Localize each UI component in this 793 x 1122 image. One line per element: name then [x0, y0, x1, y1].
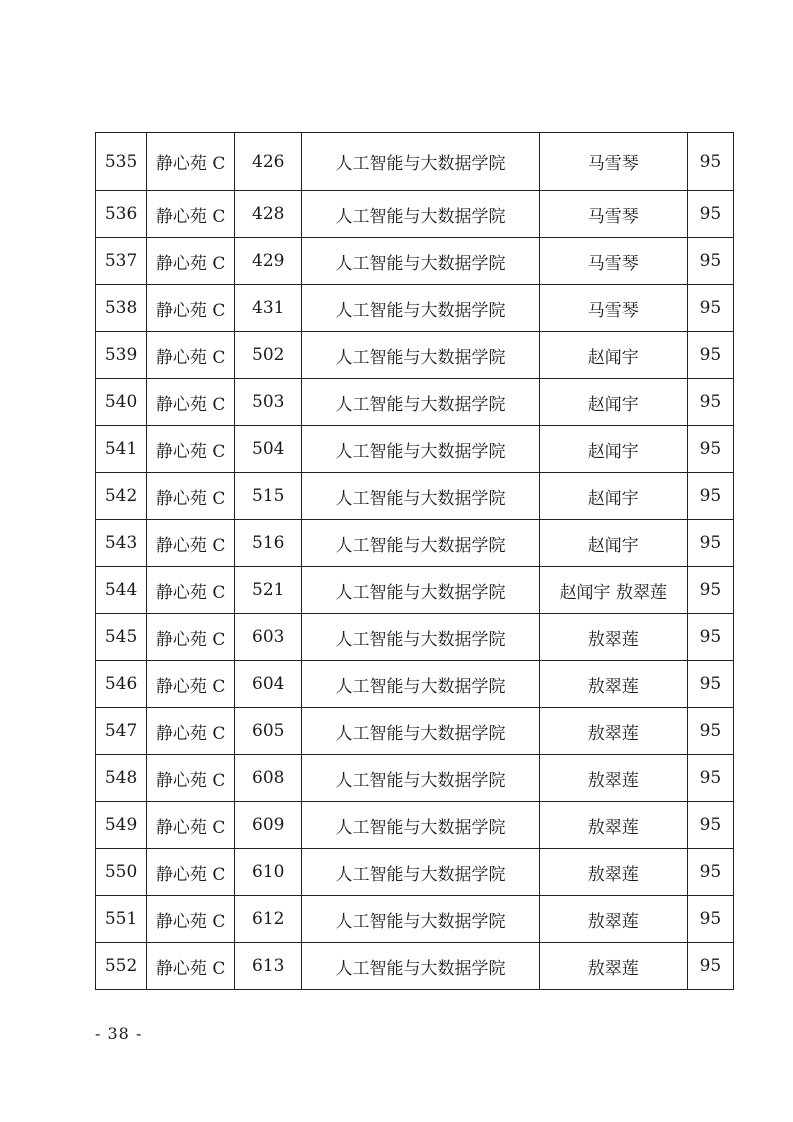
building-cell: 静心苑 C [147, 896, 235, 943]
score-cell: 95 [687, 133, 733, 191]
counselor-cell: 赵闻宇 [539, 520, 687, 567]
table-row [96, 661, 734, 708]
counselor-cell: 敖翠莲 [539, 708, 687, 755]
building-cell: 静心苑 C [147, 191, 235, 238]
room-cell: 515 [235, 473, 302, 520]
score-cell: 95 [687, 285, 733, 332]
college-cell: 人工智能与大数据学院 [302, 191, 539, 238]
college-cell: 人工智能与大数据学院 [302, 708, 539, 755]
row-number-cell: 538 [96, 285, 147, 332]
row-number-cell: 549 [96, 802, 147, 849]
room-cell: 504 [235, 426, 302, 473]
college-cell: 人工智能与大数据学院 [302, 238, 539, 285]
score-cell: 95 [687, 802, 733, 849]
table-row [96, 426, 734, 473]
table-row [96, 379, 734, 426]
score-cell: 95 [687, 379, 733, 426]
room-cell: 603 [235, 614, 302, 661]
building-cell: 静心苑 C [147, 661, 235, 708]
counselor-cell: 马雪琴 [539, 238, 687, 285]
room-cell: 609 [235, 802, 302, 849]
row-number-cell: 536 [96, 191, 147, 238]
room-cell: 516 [235, 520, 302, 567]
row-number-cell: 546 [96, 661, 147, 708]
building-cell: 静心苑 C [147, 520, 235, 567]
row-number-cell: 537 [96, 238, 147, 285]
college-cell: 人工智能与大数据学院 [302, 133, 539, 191]
table-row [96, 802, 734, 849]
building-cell: 静心苑 C [147, 708, 235, 755]
score-cell: 95 [687, 614, 733, 661]
room-cell: 605 [235, 708, 302, 755]
college-cell: 人工智能与大数据学院 [302, 614, 539, 661]
score-cell: 95 [687, 708, 733, 755]
score-cell: 95 [687, 943, 733, 990]
college-cell: 人工智能与大数据学院 [302, 473, 539, 520]
room-cell: 431 [235, 285, 302, 332]
room-cell: 429 [235, 238, 302, 285]
table-row [96, 285, 734, 332]
table-row [96, 133, 734, 191]
building-cell: 静心苑 C [147, 943, 235, 990]
college-cell: 人工智能与大数据学院 [302, 755, 539, 802]
row-number-cell: 545 [96, 614, 147, 661]
college-cell: 人工智能与大数据学院 [302, 567, 539, 614]
building-cell: 静心苑 C [147, 802, 235, 849]
room-cell: 428 [235, 191, 302, 238]
building-cell: 静心苑 C [147, 614, 235, 661]
counselor-cell: 赵闻宇 [539, 473, 687, 520]
score-cell: 95 [687, 426, 733, 473]
counselor-cell: 赵闻宇 敖翠莲 [539, 567, 687, 614]
counselor-cell: 敖翠莲 [539, 755, 687, 802]
room-cell: 426 [235, 133, 302, 191]
counselor-cell: 赵闻宇 [539, 379, 687, 426]
counselor-cell: 敖翠莲 [539, 849, 687, 896]
building-cell: 静心苑 C [147, 567, 235, 614]
page-number: - 38 - [95, 1024, 143, 1043]
room-cell: 521 [235, 567, 302, 614]
room-cell: 503 [235, 379, 302, 426]
counselor-cell: 赵闻宇 [539, 426, 687, 473]
row-number-cell: 540 [96, 379, 147, 426]
row-number-cell: 544 [96, 567, 147, 614]
building-cell: 静心苑 C [147, 238, 235, 285]
score-cell: 95 [687, 520, 733, 567]
table-row [96, 896, 734, 943]
row-number-cell: 547 [96, 708, 147, 755]
table-row [96, 849, 734, 896]
building-cell: 静心苑 C [147, 755, 235, 802]
counselor-cell: 马雪琴 [539, 285, 687, 332]
dormitory-score-table [95, 132, 734, 990]
building-cell: 静心苑 C [147, 379, 235, 426]
table-row [96, 191, 734, 238]
room-cell: 608 [235, 755, 302, 802]
counselor-cell: 敖翠莲 [539, 943, 687, 990]
score-cell: 95 [687, 238, 733, 285]
score-cell: 95 [687, 755, 733, 802]
building-cell: 静心苑 C [147, 285, 235, 332]
college-cell: 人工智能与大数据学院 [302, 379, 539, 426]
college-cell: 人工智能与大数据学院 [302, 285, 539, 332]
college-cell: 人工智能与大数据学院 [302, 802, 539, 849]
score-cell: 95 [687, 661, 733, 708]
row-number-cell: 542 [96, 473, 147, 520]
score-cell: 95 [687, 567, 733, 614]
counselor-cell: 马雪琴 [539, 191, 687, 238]
counselor-cell: 敖翠莲 [539, 802, 687, 849]
college-cell: 人工智能与大数据学院 [302, 943, 539, 990]
table-row [96, 614, 734, 661]
row-number-cell: 535 [96, 133, 147, 191]
table-row [96, 755, 734, 802]
table-row [96, 520, 734, 567]
room-cell: 502 [235, 332, 302, 379]
table-row [96, 473, 734, 520]
room-cell: 604 [235, 661, 302, 708]
table-row [96, 238, 734, 285]
counselor-cell: 马雪琴 [539, 133, 687, 191]
table-body [96, 133, 734, 990]
score-cell: 95 [687, 191, 733, 238]
building-cell: 静心苑 C [147, 473, 235, 520]
college-cell: 人工智能与大数据学院 [302, 849, 539, 896]
table-row [96, 332, 734, 379]
counselor-cell: 敖翠莲 [539, 614, 687, 661]
row-number-cell: 550 [96, 849, 147, 896]
table-row [96, 567, 734, 614]
row-number-cell: 543 [96, 520, 147, 567]
score-cell: 95 [687, 896, 733, 943]
college-cell: 人工智能与大数据学院 [302, 332, 539, 379]
counselor-cell: 敖翠莲 [539, 896, 687, 943]
college-cell: 人工智能与大数据学院 [302, 426, 539, 473]
room-cell: 610 [235, 849, 302, 896]
room-cell: 612 [235, 896, 302, 943]
score-cell: 95 [687, 849, 733, 896]
building-cell: 静心苑 C [147, 133, 235, 191]
college-cell: 人工智能与大数据学院 [302, 896, 539, 943]
building-cell: 静心苑 C [147, 849, 235, 896]
room-cell: 613 [235, 943, 302, 990]
building-cell: 静心苑 C [147, 426, 235, 473]
row-number-cell: 548 [96, 755, 147, 802]
score-cell: 95 [687, 332, 733, 379]
building-cell: 静心苑 C [147, 332, 235, 379]
counselor-cell: 赵闻宇 [539, 332, 687, 379]
row-number-cell: 539 [96, 332, 147, 379]
college-cell: 人工智能与大数据学院 [302, 520, 539, 567]
table-row [96, 708, 734, 755]
counselor-cell: 敖翠莲 [539, 661, 687, 708]
score-cell: 95 [687, 473, 733, 520]
table-row [96, 943, 734, 990]
college-cell: 人工智能与大数据学院 [302, 661, 539, 708]
row-number-cell: 551 [96, 896, 147, 943]
row-number-cell: 541 [96, 426, 147, 473]
row-number-cell: 552 [96, 943, 147, 990]
